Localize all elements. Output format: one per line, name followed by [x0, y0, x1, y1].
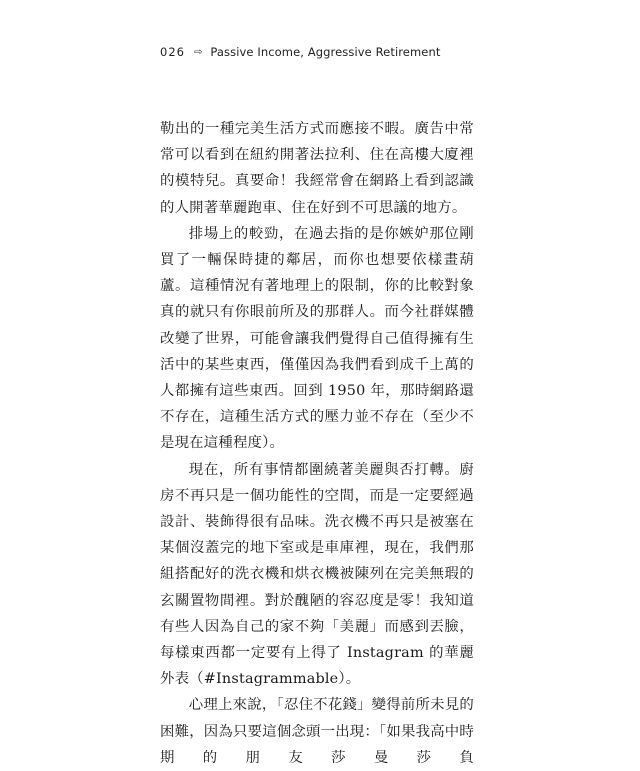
body-text	[160, 116, 474, 771]
arrow-right-icon: ⇨	[193, 46, 203, 58]
page-header	[160, 45, 440, 59]
paragraph-1: 勒出的一種完美生活方式而應接不暇。廣告中常常可以看到在紐約開著法拉利、住在高樓大廈裡的模特兒。真要命！我經常會在網路上看到認識的人開著華麗跑車、住在好到不可思議的地方。	[160, 121, 474, 216]
paragraph-3: 現在，所有事情都圍繞著美麗與否打轉。廚房不再只是一個功能性的空間，而是一定要經過設計、裝飾得很有品味。洗衣機不再只是被塞在某個沒蓋完的地下室或是車庫裡，現在，我們那組搭配好的洗衣機和烘衣機被陳列在完美無瑕的玄關置物間裡。對於醜陋的容忍度是零！我知道有些人因為自己的家不夠「美麗」而感到丟臉，每樣東西都一定要有上得了 Instagram 的華麗外表（#Instagrammable）。	[160, 461, 474, 688]
paragraph-4: 心理上來說，「忍住不花錢」變得前所未見的困難，因為只要這個念頭一出現：「如果我高中時期的朋友莎曼莎負	[160, 697, 474, 766]
paragraph-2: 排場上的較勁，在過去指的是你嫉妒那位剛買了一輛保時捷的鄰居，而你也想要依樣畫葫蘆。這種情況有著地理上的限制，你的比較對象真的就只有你眼前所及的那群人。而今社群媒體改變了世界，可能會讓我們覺得自己值得擁有生活中的某些東西，僅僅因為我們看到成千上萬的人都擁有這些東西。回到 1950 年，那時網路還不存在，這種生活方式的壓力並不存在（至少不是現在這種程度）。	[160, 225, 474, 452]
running-title: Passive Income, Aggressive Retirement	[210, 45, 441, 59]
page-number: 026	[160, 45, 185, 59]
